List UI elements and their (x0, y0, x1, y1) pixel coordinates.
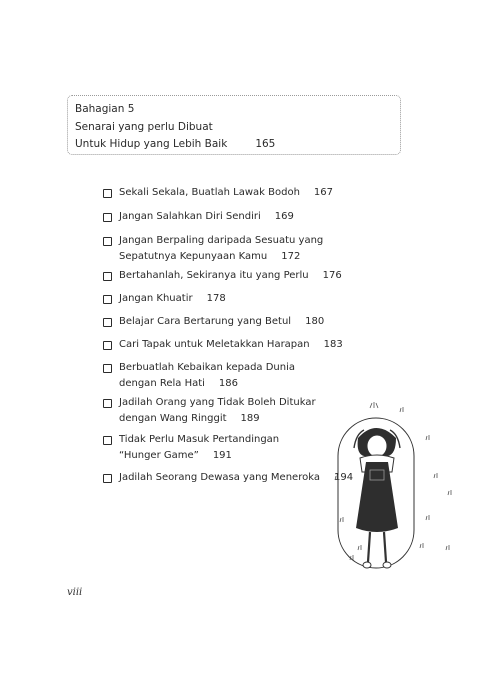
toc-item (103, 291, 335, 307)
toc-item-page: 189 (240, 412, 260, 424)
toc-item-title: Jangan Khuatir (119, 293, 193, 304)
chapter-page-number: 165 (255, 138, 276, 150)
toc-item (103, 233, 335, 264)
toc-item (103, 185, 335, 201)
toc-item-title: Jangan Berpaling daripada Sesuatu yang (119, 235, 324, 246)
checkbox-icon (103, 272, 112, 281)
chapter-label: Bahagian 5 (75, 103, 135, 115)
toc-item-title: Cari Tapak untuk Meletakkan Harapan (119, 339, 310, 350)
toc-item (103, 432, 335, 463)
toc-item (103, 470, 354, 486)
toc-item-title: Bertahanlah, Sekiranya itu yang Perlu (119, 270, 309, 281)
toc-item-title: Sekali Sekala, Buatlah Lawak Bodoh (119, 187, 300, 198)
toc-item-title: Jangan Salahkan Diri Sendiri (119, 211, 261, 222)
toc-item (103, 337, 343, 353)
toc-item (103, 209, 335, 225)
toc-item-page: 169 (274, 211, 294, 222)
checkbox-icon (103, 436, 112, 445)
checkbox-icon (103, 341, 112, 350)
toc-item-page: 180 (305, 316, 325, 327)
checkbox-icon (103, 189, 112, 198)
toc-item-title: Belajar Cara Bertarung yang Betul (119, 316, 292, 327)
toc-item (103, 395, 335, 426)
checkbox-icon (103, 364, 112, 373)
checkbox-icon (103, 474, 112, 483)
toc-item (103, 314, 335, 330)
toc-item-title-cont: dengan Wang Ringgit (119, 412, 227, 424)
checkbox-icon (103, 213, 112, 222)
toc-item-page: 191 (212, 449, 232, 461)
toc-item-page: 194 (333, 472, 354, 483)
toc-item-title-cont: “Hunger Game” (119, 449, 199, 461)
toc-item-title: Tidak Perlu Masuk Pertandingan (119, 434, 280, 445)
toc-item-title: Berbuatlah Kebaikan kepada Dunia (119, 362, 296, 373)
toc-item-title-cont: Sepatutnya Kepunyaan Kamu (119, 250, 268, 262)
toc-item-page: 186 (218, 377, 239, 389)
chapter-heading-box (67, 95, 401, 155)
toc-item-page: 172 (281, 250, 301, 262)
checkbox-icon (103, 237, 112, 246)
toc-item-page: 176 (322, 270, 342, 281)
toc-item-title-cont: dengan Rela Hati (119, 377, 205, 389)
girl-lying-on-grass-icon (330, 400, 460, 580)
toc-item (103, 360, 335, 391)
toc-item-page: 178 (206, 293, 226, 304)
checkbox-icon (103, 295, 112, 304)
toc-item-page: 167 (313, 187, 334, 198)
toc-item-page: 183 (323, 339, 343, 350)
checkbox-icon (103, 318, 112, 327)
checkbox-icon (103, 399, 112, 408)
chapter-title-line1: Senarai yang perlu Dibuat (75, 120, 213, 133)
toc-item (103, 268, 342, 284)
page-folio: viii (67, 587, 83, 598)
toc-item-title: Jadilah Seorang Dewasa yang Meneroka (119, 472, 320, 483)
chapter-title-line2: Untuk Hidup yang Lebih Baik (75, 138, 228, 150)
toc-item-title: Jadilah Orang yang Tidak Boleh Ditukar (119, 397, 316, 408)
